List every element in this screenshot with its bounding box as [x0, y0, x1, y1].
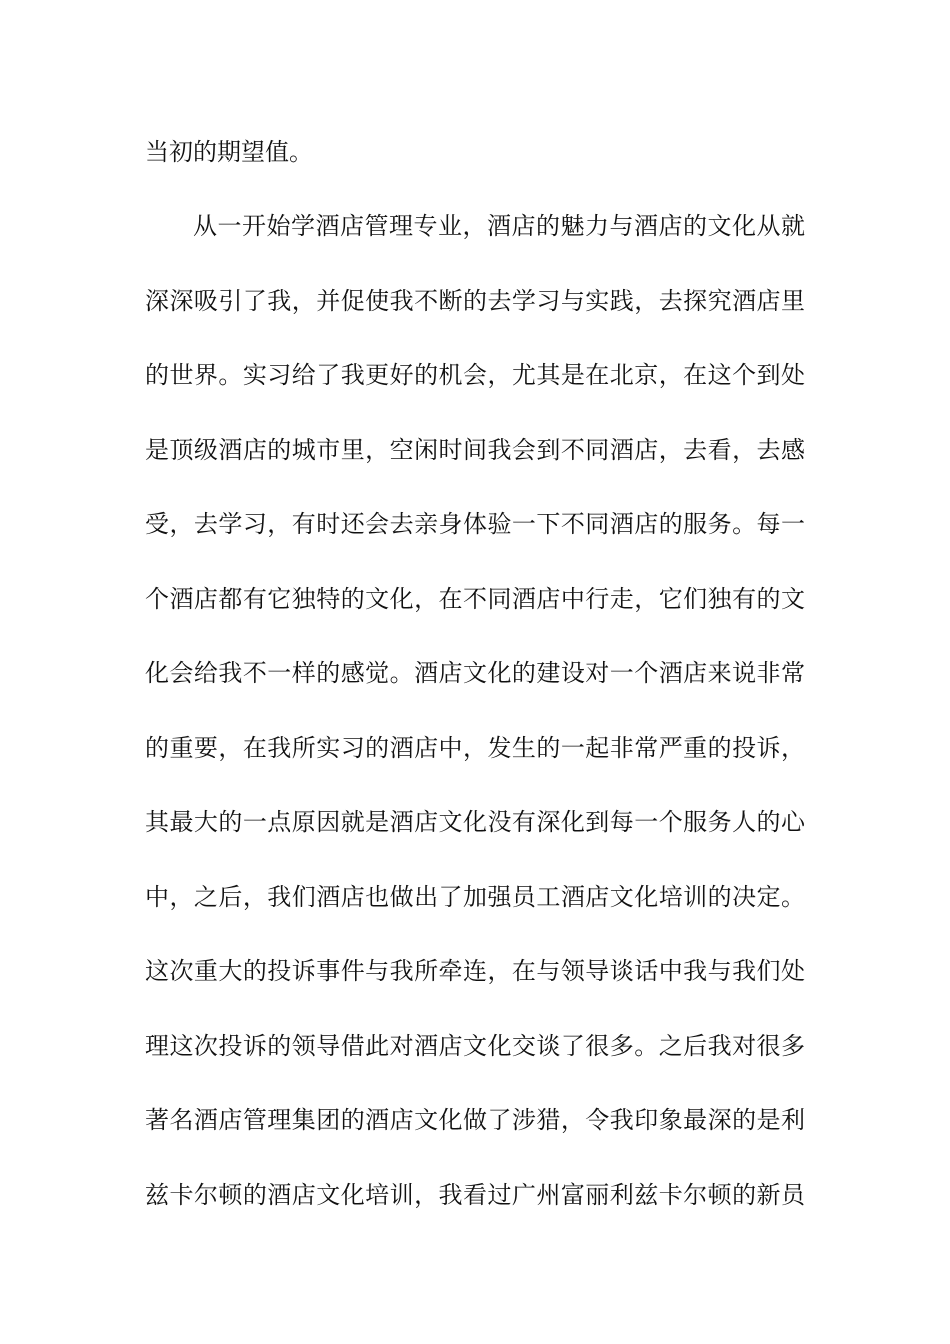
- text-line-11: 中，之后，我们酒店也做出了加强员工酒店文化培训的决定。: [145, 883, 805, 911]
- text-line-8: 化会给我不一样的感觉。酒店文化的建设对一个酒店来说非常: [145, 659, 805, 687]
- text-line-1: 当初的期望值。: [145, 138, 313, 166]
- text-line-6: 受，去学习，有时还会去亲身体验一下不同酒店的服务。每一: [145, 510, 805, 538]
- text-line-4: 的世界。实习给了我更好的机会，尤其是在北京，在这个到处: [145, 361, 805, 389]
- text-line-15: 兹卡尔顿的酒店文化培训，我看过广州富丽利兹卡尔顿的新员: [145, 1181, 805, 1209]
- text-line-7: 个酒店都有它独特的文化，在不同酒店中行走，它们独有的文: [145, 585, 805, 613]
- text-line-10: 其最大的一点原因就是酒店文化没有深化到每一个服务人的心: [145, 808, 805, 836]
- text-line-13: 理这次投诉的领导借此对酒店文化交谈了很多。之后我对很多: [145, 1032, 805, 1060]
- text-line-14: 著名酒店管理集团的酒店文化做了涉猎，令我印象最深的是利: [145, 1106, 805, 1134]
- text-line-12: 这次重大的投诉事件与我所牵连，在与领导谈话中我与我们处: [145, 957, 805, 985]
- text-line-5: 是顶级酒店的城市里，空闲时间我会到不同酒店，去看，去感: [145, 436, 805, 464]
- text-line-2: 从一开始学酒店管理专业，酒店的魅力与酒店的文化从就: [193, 212, 805, 240]
- text-line-9: 的重要，在我所实习的酒店中，发生的一起非常严重的投诉，: [145, 734, 805, 762]
- text-line-3: 深深吸引了我，并促使我不断的去学习与实践，去探究酒店里: [145, 287, 805, 315]
